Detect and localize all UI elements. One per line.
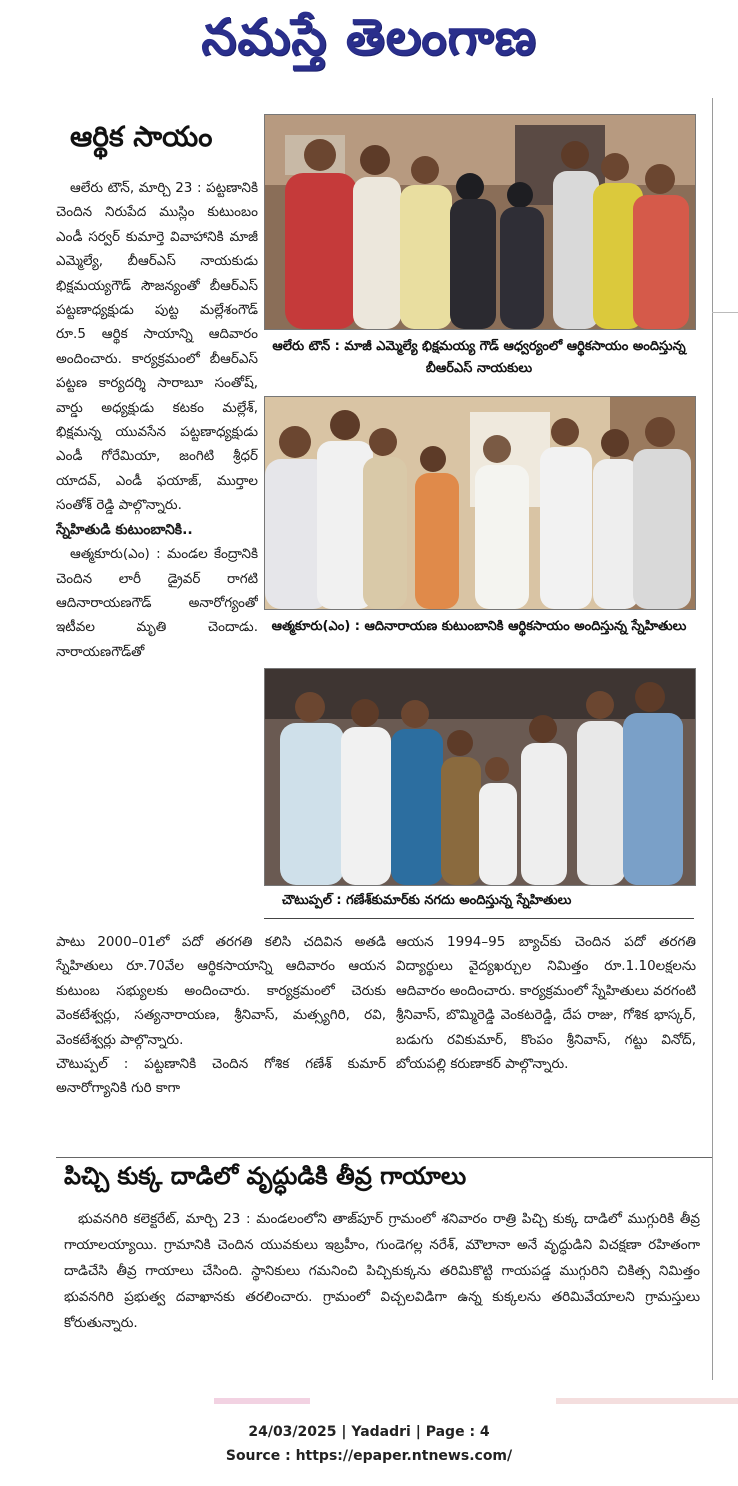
caption-underline [264,918,694,919]
footer-source-link[interactable]: Source : https://epaper.ntnews.com/ [225,1448,513,1464]
caption-photo2: ఆత్మకూరు(ఎం) : ఆదినారాయణ కుటుంబానికి ఆర్థికసాయం అందిస్తున్న స్నేహితులు [271,619,687,634]
story1-paragraph-4: చౌటుప్పల్ : పట్టణానికి చెందిన గోశిక గణేశ్ కుమార్ అనారోగ్యానికి గురి కాగా [56,1056,386,1097]
column-divider-tick [712,312,738,313]
photo-choutuppal [264,668,696,886]
masthead [0,0,738,78]
story1-body-bottom-right [396,930,696,1148]
photo-atmakur [264,396,696,610]
page-footer [0,1420,738,1468]
story1-paragraph-5: ఆయన 1994–95 బ్యాచ్‌కు చెందిన పదో తరగతి విద్యార్థులు వైద్యఖర్చుల నిమిత్తం రూ.1.10లక్షలను ఆదివారం అందించారు. కార్యక్రమంలో స్నేహితులు వరగంటి శ్రీనివాస్, బొమ్మిరెడ్డి వెంకటరెడ్డి, దేప రాజు, గోశిక భాస్కర్, బడుగు రవికుమార్, కొంపం శ్రీనివాస్, గట్టు వినోద్, బోయపల్లి కరుణాకర్ పాల్గొన్నారు. [396,934,696,1073]
story2-body [64,1206,700,1376]
caption-photo3: చౌటుప్పల్ : గణేశ్‌కుమార్‌కు నగదు అందిస్తున్న స్నేహితులు [282,893,572,908]
footer-date-edition: 24/03/2025 | Yadadri | Page : 4 [248,1424,490,1440]
footer-strip-left [214,1398,310,1404]
caption-photo1: ఆలేరు టౌన్ : మాజీ ఎమ్మెల్యే భిక్షమయ్య గౌడ్ ఆధ్వర్యంలో ఆర్థికసాయం అందిస్తున్న బీఆర్ఎస్ నాయకులు [272,339,686,376]
footer-strip-right [556,1398,738,1404]
section-divider [56,1157,712,1158]
column-divider [712,98,713,1380]
story1-paragraph-2: ఆత్మకూరు(ఎం) : మండల కేంద్రానికి చెందిన లారీ డ్రైవర్ రాగటి ఆదినారాయణగౌడ్ అనారోగ్యంతో ఇటీవల మృతి చెందాడు. నారాయణగౌడ్‌తో [56,546,258,660]
photo-aleru-town [264,114,696,330]
story2-headline: పిచ్చి కుక్క దాడిలో వృద్ధుడికి తీవ్ర గాయాలు [64,1162,467,1190]
story1-body-bottom-left [56,930,386,1148]
newspaper-title: నమస్తే తెలంగాణ [201,8,537,66]
story1-subhead: స్నేహితుడి కుటుంబానికి.. [56,521,193,538]
story1-paragraph-3: పాటు 2000–01లో పదో తరగతి కలిసి చదివిన అతడి స్నేహితులు రూ.70వేల ఆర్థికసాయాన్ని ఆదివారం ఆయన కుటుంబ సభ్యులకు అందించారు. కార్యక్రమంలో చెరుకు వెంకటేశ్వర్లు, సత్యనారాయణ, శ్రీనివాస్, మత్స్యగిరి, రవి, వెంకటేశ్వర్లు పాల్గొన్నారు. [56,934,386,1048]
story2-paragraph: భువనగిరి కలెక్టరేట్, మార్చి 23 : మండలంలోని తాజ్‌పూర్ గ్రామంలో శనివారం రాత్రి పిచ్చి కుక్క దాడిలో ముగ్గురికి తీవ్ర గాయాలయ్యాయి. గ్రామానికి చెందిన యువకులు ఇబ్రహీం, గుండెగల్ల నరేశ్, మౌలానా అనే వృద్ధుడిని విచక్షణా రహితంగా దాడిచేసి తీవ్ర గాయాలు చేసింది. స్థానికులు గమనించి పిచ్చికుక్కను తరిమికొట్టి గాయపడ్డ ముగ్గురిని చికిత్స నిమిత్తం భువనగిరి ప్రభుత్వ దవాఖానకు తరలించారు. గ్రామంలో విచ్చలవిడిగా ఉన్న కుక్కలను తరిమివేయాలని గ్రామస్తులు కోరుతున్నారు. [64,1211,700,1331]
story1-paragraph: ఆలేరు టౌన్, మార్చి 23 : పట్టణానికి చెందిన నిరుపేద ముస్లిం కుటుంబం ఎండీ సర్వర్ కుమార్తె వివాహానికి మాజీ ఎమ్మెల్యే, బీఆర్ఎస్ నాయకుడు భిక్షమయ్యగౌడ్ సౌజన్యంతో బీఆర్ఎస్ పట్టణాధ్యక్షుడు పుట్ట మల్లేశంగౌడ్ రూ.5 ఆర్థిక సాయాన్ని ఆదివారం అందించారు. కార్యక్రమంలో బీఆర్ఎస్ పట్టణ కార్యదర్శి సారాబూ సంతోష్, వార్డు అధ్యక్షుడు కటకం మల్లేశ్, భిక్షమన్న యువసేన పట్టణాధ్యక్షుడు ఎండీ గోరేమియా, జంగిటి శ్రీధర్ యాదవ్, ఎండీ ఫయాజ్, ముర్తాల సంతోశ్ రెడ్డి పాల్గొన్నారు. [56,180,258,514]
story1-headline: ఆర్థిక సాయం [70,120,213,153]
